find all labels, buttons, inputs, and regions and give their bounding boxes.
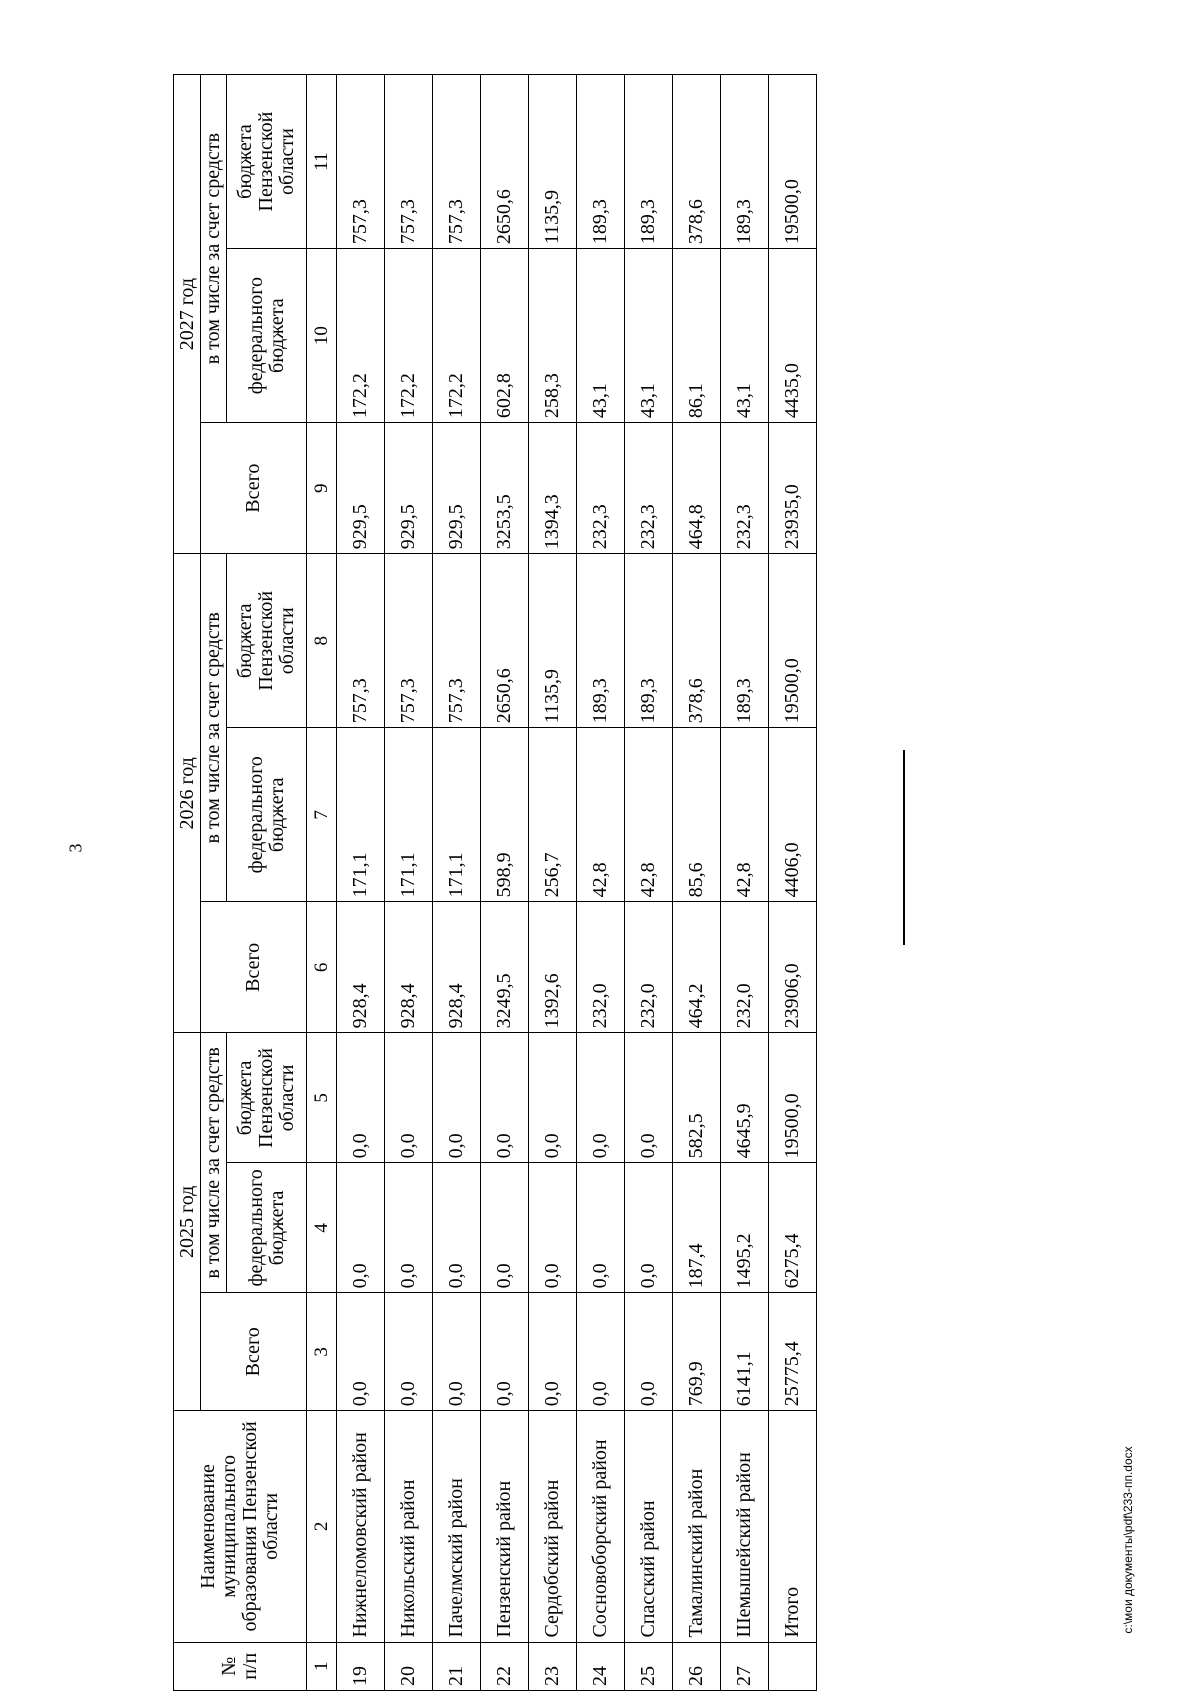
table-row <box>577 75 625 1691</box>
value-cell: 43,1 <box>721 249 769 423</box>
header-federal-2027: федерального бюджета <box>227 249 307 423</box>
value-cell: 232,0 <box>577 902 625 1033</box>
value-cell: 0,0 <box>385 1033 433 1163</box>
value-cell: 23906,0 <box>769 902 817 1033</box>
header-regional-2026: бюджета Пензенской области <box>227 554 307 728</box>
header-year-2027: 2027 год <box>174 75 201 554</box>
value-cell: 928,4 <box>385 902 433 1033</box>
value-cell: 464,8 <box>673 423 721 554</box>
column-number: 4 <box>307 1163 337 1293</box>
value-cell: 232,3 <box>721 423 769 554</box>
value-cell: 19500,0 <box>769 75 817 249</box>
value-cell: 757,3 <box>337 554 385 728</box>
header-federal-2025: федерального бюджета <box>227 1163 307 1293</box>
table-row <box>337 75 385 1691</box>
row-number: 23 <box>529 1642 577 1690</box>
value-cell: 6141,1 <box>721 1293 769 1411</box>
municipality-name: Пачелмский район <box>433 1411 481 1642</box>
table-row <box>769 75 817 1691</box>
value-cell: 6275,4 <box>769 1163 817 1293</box>
value-cell: 19500,0 <box>769 1033 817 1163</box>
table-row <box>529 75 577 1691</box>
value-cell: 0,0 <box>337 1293 385 1411</box>
table-row <box>433 75 481 1691</box>
value-cell: 2650,6 <box>481 75 529 249</box>
value-cell: 598,9 <box>481 728 529 902</box>
value-cell: 23935,0 <box>769 423 817 554</box>
municipality-name: Тамалинский район <box>673 1411 721 1642</box>
page-number: 3 <box>65 843 86 853</box>
value-cell: 86,1 <box>673 249 721 423</box>
municipality-name: Никольский район <box>385 1411 433 1642</box>
municipality-name: Сосновоборский район <box>577 1411 625 1642</box>
value-cell: 0,0 <box>577 1293 625 1411</box>
value-cell: 0,0 <box>433 1293 481 1411</box>
value-cell: 171,1 <box>433 728 481 902</box>
header-incl-2025: в том числе за счет средств <box>201 1033 227 1293</box>
value-cell: 582,5 <box>673 1033 721 1163</box>
row-number: 27 <box>721 1642 769 1690</box>
value-cell: 0,0 <box>577 1163 625 1293</box>
value-cell: 43,1 <box>577 249 625 423</box>
footer-file-path: c:\мои документы\pdf\233-пп.docx <box>1121 1446 1135 1634</box>
value-cell: 85,6 <box>673 728 721 902</box>
value-cell: 189,3 <box>577 75 625 249</box>
value-cell: 929,5 <box>433 423 481 554</box>
header-federal-2026: федерального бюджета <box>227 728 307 902</box>
value-cell: 378,6 <box>673 75 721 249</box>
value-cell: 232,3 <box>577 423 625 554</box>
value-cell: 172,2 <box>385 249 433 423</box>
column-number: 5 <box>307 1033 337 1163</box>
value-cell: 769,9 <box>673 1293 721 1411</box>
column-number: 2 <box>307 1411 337 1642</box>
value-cell: 0,0 <box>529 1033 577 1163</box>
value-cell: 25775,4 <box>769 1293 817 1411</box>
row-number: 20 <box>385 1642 433 1690</box>
value-cell: 928,4 <box>337 902 385 1033</box>
value-cell: 929,5 <box>337 423 385 554</box>
value-cell: 929,5 <box>385 423 433 554</box>
table-container <box>173 74 815 1691</box>
value-cell: 43,1 <box>625 249 673 423</box>
row-number: 21 <box>433 1642 481 1690</box>
value-cell: 0,0 <box>481 1163 529 1293</box>
value-cell: 232,3 <box>625 423 673 554</box>
value-cell: 0,0 <box>577 1033 625 1163</box>
value-cell: 4645,9 <box>721 1033 769 1163</box>
column-number: 6 <box>307 902 337 1033</box>
row-number <box>769 1642 817 1690</box>
value-cell: 1135,9 <box>529 75 577 249</box>
table-row <box>673 75 721 1691</box>
header-year-2026: 2026 год <box>174 554 201 1033</box>
value-cell: 0,0 <box>481 1033 529 1163</box>
value-cell: 189,3 <box>625 75 673 249</box>
value-cell: 189,3 <box>721 554 769 728</box>
table-row <box>385 75 433 1691</box>
header-num: № п/п <box>174 1642 307 1690</box>
value-cell: 171,1 <box>337 728 385 902</box>
value-cell: 42,8 <box>721 728 769 902</box>
row-number: 25 <box>625 1642 673 1690</box>
value-cell: 42,8 <box>577 728 625 902</box>
value-cell: 258,3 <box>529 249 577 423</box>
value-cell: 3249,5 <box>481 902 529 1033</box>
value-cell: 1495,2 <box>721 1163 769 1293</box>
value-cell: 42,8 <box>625 728 673 902</box>
municipality-name: Спасский район <box>625 1411 673 1642</box>
table-row <box>481 75 529 1691</box>
value-cell: 0,0 <box>481 1293 529 1411</box>
value-cell: 172,2 <box>433 249 481 423</box>
value-cell: 757,3 <box>385 75 433 249</box>
value-cell: 1392,6 <box>529 902 577 1033</box>
value-cell: 602,8 <box>481 249 529 423</box>
value-cell: 0,0 <box>385 1293 433 1411</box>
municipality-name: Итого <box>769 1411 817 1642</box>
header-regional-2025: бюджета Пензенской области <box>227 1033 307 1163</box>
value-cell: 928,4 <box>433 902 481 1033</box>
row-number: 22 <box>481 1642 529 1690</box>
value-cell: 757,3 <box>433 75 481 249</box>
value-cell: 19500,0 <box>769 554 817 728</box>
value-cell: 757,3 <box>337 75 385 249</box>
value-cell: 232,0 <box>721 902 769 1033</box>
column-number: 11 <box>307 75 337 249</box>
value-cell: 0,0 <box>625 1033 673 1163</box>
value-cell: 189,3 <box>577 554 625 728</box>
value-cell: 0,0 <box>529 1163 577 1293</box>
value-cell: 189,3 <box>625 554 673 728</box>
budget-table <box>173 74 817 1691</box>
column-number: 9 <box>307 423 337 554</box>
value-cell: 757,3 <box>385 554 433 728</box>
header-total-2025: Всего <box>201 1293 307 1411</box>
value-cell: 1135,9 <box>529 554 577 728</box>
value-cell: 1394,3 <box>529 423 577 554</box>
municipality-name: Пензенский район <box>481 1411 529 1642</box>
column-number: 10 <box>307 249 337 423</box>
value-cell: 3253,5 <box>481 423 529 554</box>
header-incl-2027: в том числе за счет средств <box>201 75 227 423</box>
header-year-2025: 2025 год <box>174 1033 201 1411</box>
municipality-name: Шемышейский район <box>721 1411 769 1642</box>
value-cell: 2650,6 <box>481 554 529 728</box>
header-incl-2026: в том числе за счет средств <box>201 554 227 902</box>
value-cell: 187,4 <box>673 1163 721 1293</box>
column-number: 1 <box>307 1642 337 1690</box>
municipality-name: Нижнеломовский район <box>337 1411 385 1642</box>
row-number: 19 <box>337 1642 385 1690</box>
row-number: 24 <box>577 1642 625 1690</box>
value-cell: 171,1 <box>385 728 433 902</box>
value-cell: 4406,0 <box>769 728 817 902</box>
value-cell: 0,0 <box>433 1033 481 1163</box>
value-cell: 256,7 <box>529 728 577 902</box>
table-row <box>625 75 673 1691</box>
value-cell: 0,0 <box>385 1163 433 1293</box>
municipality-name: Сердобский район <box>529 1411 577 1642</box>
row-number: 26 <box>673 1642 721 1690</box>
column-number: 7 <box>307 728 337 902</box>
column-number: 3 <box>307 1293 337 1411</box>
header-total-2026: Всего <box>201 902 307 1033</box>
divider-line <box>903 750 905 945</box>
header-name: Наименование муниципального образования Пензенской области <box>174 1411 307 1642</box>
value-cell: 172,2 <box>337 249 385 423</box>
value-cell: 0,0 <box>625 1293 673 1411</box>
value-cell: 757,3 <box>433 554 481 728</box>
value-cell: 0,0 <box>337 1033 385 1163</box>
header-total-2027: Всего <box>201 423 307 554</box>
value-cell: 189,3 <box>721 75 769 249</box>
table-row <box>721 75 769 1691</box>
column-number: 8 <box>307 554 337 728</box>
value-cell: 0,0 <box>529 1293 577 1411</box>
header-regional-2027: бюджета Пензенской области <box>227 75 307 249</box>
value-cell: 464,2 <box>673 902 721 1033</box>
value-cell: 0,0 <box>433 1163 481 1293</box>
value-cell: 0,0 <box>625 1163 673 1293</box>
value-cell: 378,6 <box>673 554 721 728</box>
column-number-row <box>307 75 337 1691</box>
value-cell: 232,0 <box>625 902 673 1033</box>
value-cell: 0,0 <box>337 1163 385 1293</box>
value-cell: 4435,0 <box>769 249 817 423</box>
